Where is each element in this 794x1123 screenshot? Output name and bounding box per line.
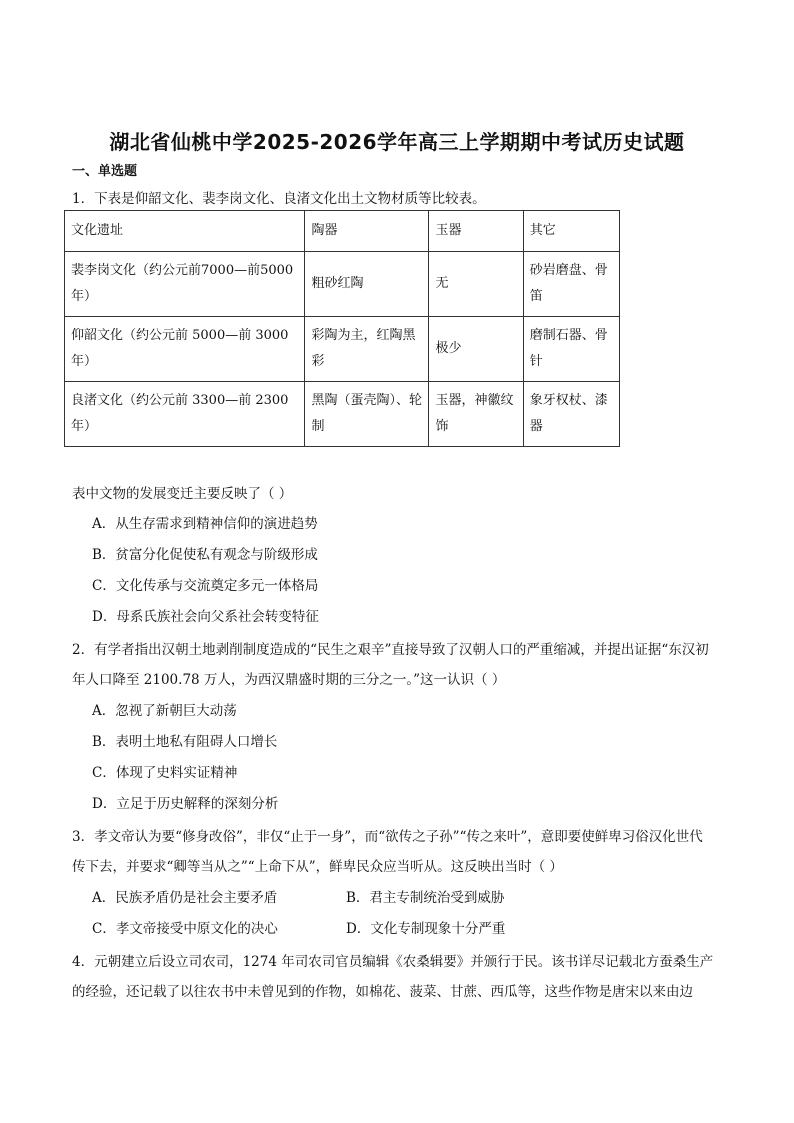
- table-cell: 仰韶文化（约公元前 5000—前 3000年）: [65, 317, 305, 382]
- q1-option-c[interactable]: C．文化传承与交流奠定多元一体格局: [92, 578, 319, 594]
- table-cell: 砂岩磨盘、骨笛: [523, 252, 619, 317]
- table-cell: 磨制石器、骨针: [523, 317, 619, 382]
- q1-option-d[interactable]: D．母系氏族社会向父系社会转变特征: [92, 609, 319, 625]
- q1-stem: 1．下表是仰韶文化、裴李岗文化、良渚文化出土文物材质等比较表。: [72, 191, 486, 207]
- q2-option-d[interactable]: D．立足于历史解释的深刻分析: [92, 796, 279, 812]
- section-heading: 一、单选题: [72, 164, 138, 179]
- q3-option-d[interactable]: D．文化专制现象十分严重: [346, 921, 506, 937]
- q1-option-b[interactable]: B．贫富分化促使私有观念与阶级形成: [92, 547, 318, 563]
- table-cell: 黑陶（蛋壳陶）、轮制: [305, 382, 429, 447]
- table-row: [65, 317, 620, 382]
- table-cell: 良渚文化（约公元前 3300—前 2300年）: [65, 382, 305, 447]
- q4-stem-line1: 4．元朝建立后设立司农司，1274 年司农司官员编辑《农桑辑要》并颁行于民。该书详尽记载北方蚕桑生产: [72, 954, 714, 970]
- q2-option-c[interactable]: C．体现了史料实证精神: [92, 765, 238, 781]
- table-cell: 象牙权杖、漆器: [523, 382, 619, 447]
- table-header-cell: 文化遗址: [65, 211, 305, 252]
- table-cell: 极少: [429, 317, 523, 382]
- table-header-cell: 陶器: [305, 211, 429, 252]
- table-cell: 无: [429, 252, 523, 317]
- q1-question: 表中文物的发展变迁主要反映了（ ）: [72, 486, 293, 502]
- q2-option-a[interactable]: A．忽视了新朝巨大动荡: [92, 703, 237, 719]
- q3-option-b[interactable]: B．君主专制统治受到威胁: [346, 890, 505, 906]
- q3-stem-line2: 传下去，并要求“卿等当从之”“上命下从”，鲜卑民众应当听从。这反映出当时（ ）: [72, 859, 563, 875]
- table-cell: 裴李岗文化（约公元前7000—前5000年）: [65, 252, 305, 317]
- table-header-cell: 玉器: [429, 211, 523, 252]
- q3-stem-line1: 3．孝文帝认为要“修身改俗”，非仅“止于一身”，而“欲传之子孙”“传之来叶”，意即要使鲜卑习俗汉化世代: [72, 829, 703, 845]
- q1-option-a[interactable]: A．从生存需求到精神信仰的演进趋势: [92, 516, 318, 532]
- table-row: [65, 252, 620, 317]
- q2-stem-line2: 年人口降至 2100.78 万人，为西汉鼎盛时期的三分之一。”这一认识（ ）: [72, 672, 506, 688]
- q3-option-a[interactable]: A．民族矛盾仍是社会主要矛盾: [92, 890, 278, 906]
- table-row: [65, 382, 620, 447]
- table-cell: 玉器，神徽纹饰: [429, 382, 523, 447]
- table-header-cell: 其它: [523, 211, 619, 252]
- q4-stem-line2: 的经验，还记载了以往农书中未曾见到的作物，如棉花、菠菜、甘蔗、西瓜等，这些作物是唐宋以来由边: [72, 984, 693, 1000]
- table-cell: 粗砂红陶: [305, 252, 429, 317]
- table-cell: 彩陶为主，红陶黑彩: [305, 317, 429, 382]
- page-title: 湖北省仙桃中学2025-2026学年高三上学期期中考试历史试题: [109, 130, 685, 154]
- q2-option-b[interactable]: B．表明土地私有阻碍人口增长: [92, 734, 278, 750]
- table-header-row: [65, 211, 620, 252]
- q3-option-c[interactable]: C．孝文帝接受中原文化的决心: [92, 921, 278, 937]
- q2-stem-line1: 2．有学者指出汉朝土地剥削制度造成的“民生之艰辛”直接导致了汉朝人口的严重缩减，并提出证据“东汉初: [72, 642, 709, 658]
- comparison-table: [64, 210, 620, 447]
